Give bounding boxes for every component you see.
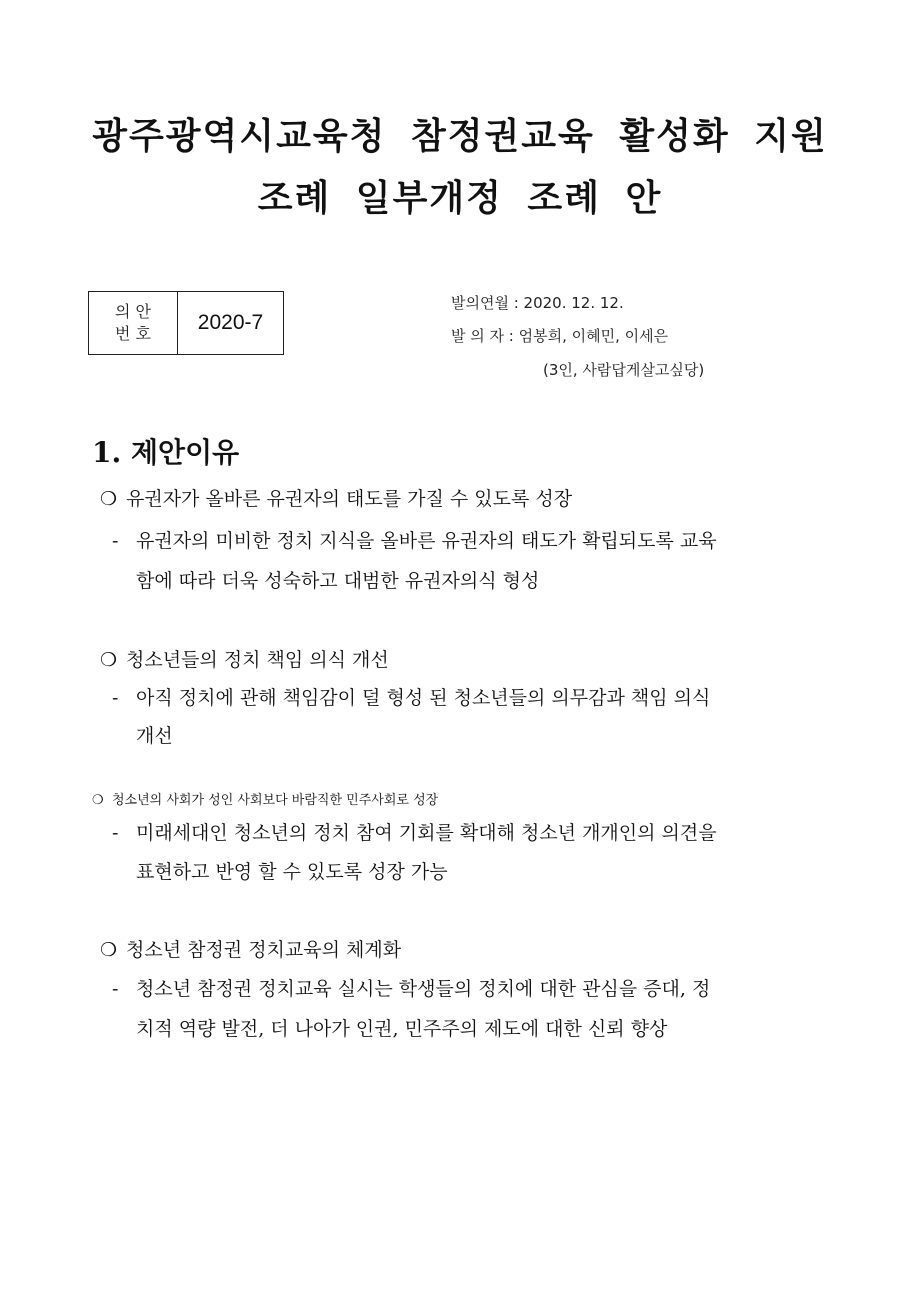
reason-detail-line-1: 유권자의 미비한 정치 지식을 올바른 유권자의 태도가 확립되도록 교육	[136, 530, 717, 552]
reason-detail	[112, 683, 710, 710]
reason-bullet-text: 청소년 참정권 정치교육의 체계화	[126, 939, 402, 961]
bill-number-label	[89, 292, 178, 354]
circle-bullet-icon: ❍	[100, 488, 118, 510]
bill-number-box	[88, 291, 284, 355]
reason-detail	[112, 974, 710, 1001]
bill-number-label-line-1: 의 안	[115, 302, 151, 321]
dash-mark: -	[112, 978, 119, 1000]
reason-detail	[112, 818, 717, 845]
proposal-date: 발의연월 : 2020. 12. 12.	[451, 294, 624, 312]
circle-bullet-icon: ❍	[100, 939, 118, 961]
reason-detail-line-2: 개선	[136, 725, 173, 747]
circle-bullet-icon: ❍	[92, 793, 104, 808]
bill-number-value: 2020-7	[197, 311, 264, 334]
reason-bullet-text: 청소년의 사회가 성인 사회보다 바람직한 민주사회로 성장	[112, 793, 439, 808]
reason-bullet	[100, 484, 572, 511]
reason-detail-line-1: 미래세대인 청소년의 정치 참여 기회를 확대해 청소년 개개인의 의견을	[136, 822, 717, 844]
reason-detail-line-1: 청소년 참정권 정치교육 실시는 학생들의 정치에 대한 관심을 증대, 정	[136, 978, 711, 1000]
circle-bullet-icon: ❍	[100, 649, 118, 671]
reason-detail-line-1: 아직 정치에 관해 책임감이 덜 형성 된 청소년들의 의무감과 책임 의식	[136, 687, 711, 709]
proposer-party: (3인, 사람답게살고싶당)	[543, 361, 705, 379]
section-heading: 1. 제안이유	[92, 436, 240, 469]
bill-number-label-line-2: 번 호	[115, 324, 151, 343]
reason-detail-line-2: 함에 따라 더욱 성숙하고 대범한 유권자의식 형성	[136, 570, 540, 592]
dash-mark: -	[112, 687, 119, 709]
document-title-line-2: 조례 일부개정 조례 안	[257, 178, 663, 219]
reason-bullet	[92, 789, 438, 808]
dash-mark: -	[112, 822, 119, 844]
reason-bullet-text: 유권자가 올바른 유권자의 태도를 가질 수 있도록 성장	[126, 488, 573, 510]
reason-bullet-text: 청소년들의 정치 책임 의식 개선	[126, 649, 389, 671]
reason-detail-line-2: 치적 역량 발전, 더 나아가 인권, 민주주의 제도에 대한 신뢰 향상	[136, 1018, 668, 1040]
reason-bullet	[100, 645, 389, 672]
proposers: 발 의 자 : 엄봉희, 이혜민, 이세은	[451, 327, 669, 345]
document-title-line-1: 광주광역시교육청 참정권교육 활성화 지원	[92, 116, 828, 157]
reason-detail	[112, 526, 717, 553]
reason-detail-line-2: 표현하고 반영 할 수 있도록 성장 가능	[136, 861, 448, 883]
reason-bullet	[100, 935, 401, 962]
dash-mark: -	[112, 530, 119, 552]
